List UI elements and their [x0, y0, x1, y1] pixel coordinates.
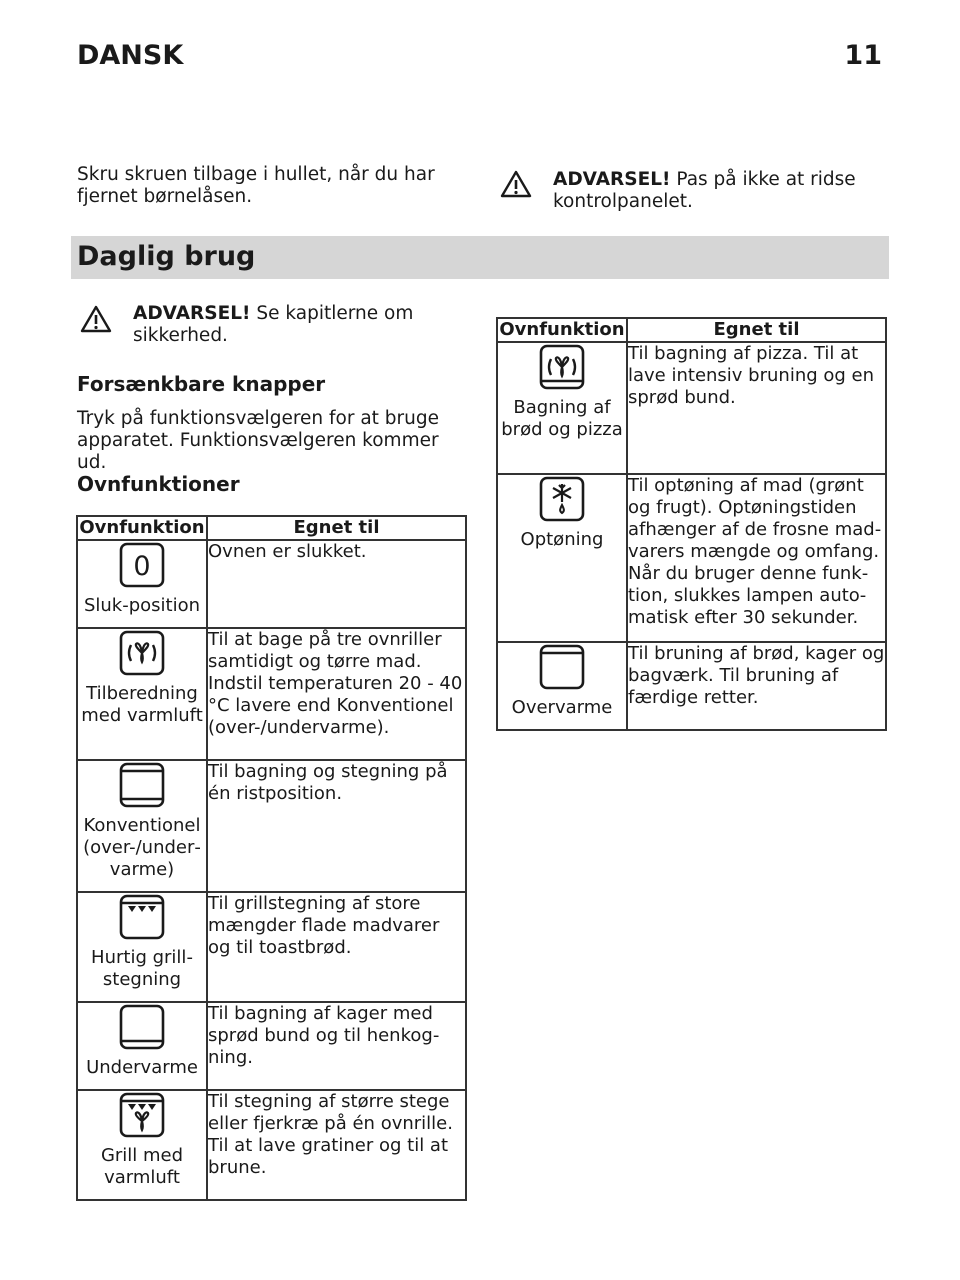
table-row: [77, 540, 466, 628]
function-name: Konventionel (over-/undervarme): [83, 815, 201, 880]
warning-label: ADVARSEL!: [553, 169, 671, 190]
pizza-function-icon: [538, 343, 586, 391]
table-row: [77, 628, 466, 760]
oven-functions-table-right: [496, 317, 887, 731]
page-number: 11: [844, 40, 882, 71]
functions-heading: Ovnfunktioner: [77, 472, 240, 496]
knobs-text: Tryk på funktionsvælgeren for at bruge apparatet. Funktionsvælgeren kommer ud.: [77, 408, 439, 473]
function-description: Til grillstegning af store mængder flade madvarer og til toastbrød.: [207, 892, 466, 1002]
column-header-suitable: Egnet til: [627, 318, 886, 342]
defrost-icon: [538, 475, 586, 523]
function-description: Til bagning og stegning på én ristposition.: [207, 760, 466, 892]
function-name: Bagning af brød og pizza: [501, 397, 623, 440]
warning-text: Se kapitlerne om sikkerhed.: [133, 303, 414, 346]
function-name: Grill med varmluft: [100, 1145, 184, 1188]
table-row: [497, 474, 886, 642]
function-description: Til bagning af pizza. Til at lave intensiv bruning og en sprød bund.: [627, 342, 886, 474]
function-description: Til bruning af brød, kager og bagværk. Til bruning af færdige retter.: [627, 642, 886, 730]
table-row: [77, 760, 466, 892]
conventional-heating-icon: [118, 761, 166, 809]
screw-instruction: Skru skruen tilbage i hullet, når du har fjernet børnelåsen.: [77, 164, 435, 207]
function-name: Tilberedning med varmluft: [81, 683, 203, 726]
panel-warning: [553, 169, 873, 213]
column-header-suitable: Egnet til: [207, 516, 466, 540]
knobs-heading: Forsænkbare knapper: [77, 372, 326, 396]
function-name: Optøning: [520, 529, 604, 550]
fan-heating-icon: [118, 629, 166, 677]
table-row: [77, 1090, 466, 1200]
warning-triangle-icon: [80, 305, 112, 333]
zero-position-icon: [118, 541, 166, 589]
function-description: Til optøning af mad (grønt og frugt). Optøningstiden afhænger af de frosne madvarers mængde og omfang. Når du bruger denne funktion, slukkes lampen automatisk efter 30 sekunder.: [627, 474, 886, 642]
function-description: Til stegning af større stege eller fjerkræ på én ovnrille. Til at lave gratiner og til at brune.: [207, 1090, 466, 1200]
bottom-heat-icon: [118, 1003, 166, 1051]
function-name: Undervarme: [86, 1057, 198, 1078]
top-heat-icon: [538, 643, 586, 691]
section-title: Daglig brug: [77, 241, 256, 272]
oven-functions-table-left: [76, 515, 467, 1201]
svg-text:0: 0: [133, 551, 151, 582]
table-header-row: [77, 516, 466, 540]
warning-label: ADVARSEL!: [133, 303, 251, 324]
table-row: [77, 892, 466, 1002]
fast-grilling-icon: [118, 893, 166, 941]
function-description: Til at bage på tre ovnriller samtidigt og tørre mad. Indstil temperaturen 20 - 40 °C lavere end Konventionel (over-/undervarme).: [207, 628, 466, 760]
column-header-function: Ovnfunktion: [497, 318, 627, 342]
safety-warning: [133, 303, 433, 347]
table-row: [77, 1002, 466, 1090]
column-header-function: Ovnfunktion: [77, 516, 207, 540]
table-row: [497, 642, 886, 730]
turbo-grilling-icon: [118, 1091, 166, 1139]
table-header-row: [497, 318, 886, 342]
function-name: Hurtig grillstegning: [91, 947, 193, 990]
function-description: Til bagning af kager med sprød bund og til henkogning.: [207, 1002, 466, 1090]
warning-triangle-icon: [500, 170, 532, 198]
table-row: [497, 342, 886, 474]
function-name: Overvarme: [511, 697, 613, 718]
function-description: Ovnen er slukket.: [207, 540, 466, 628]
page-language-label: DANSK: [77, 40, 184, 71]
function-name: Sluk-position: [83, 595, 201, 616]
warning-text: Pas på ikke at ridse kontrolpanelet.: [553, 169, 856, 212]
